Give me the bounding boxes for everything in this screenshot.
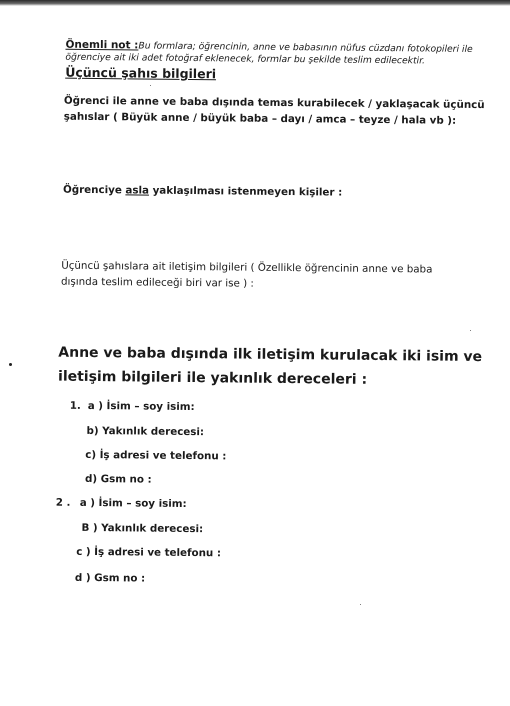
contact-2-number: 2 . [55, 496, 71, 509]
important-note-line-2: öğrenciye ait iki adet fotoğraf eklenecek, formlar bu şekilde teslim edilecektir. [65, 51, 426, 67]
section-title: Üçüncü şahıs bilgileri [65, 64, 217, 82]
contact-2-relation-label: B ) Yakınlık derecesi: [81, 521, 204, 536]
contacts-heading-line-1: Anne ve baba dışında ilk iletişim kurulacak iki isim ve [58, 344, 483, 366]
contact-2-work-label: c ) İş adresi ve telefonu : [76, 545, 222, 560]
contact-1-gsm-label: d) Gsm no : [84, 472, 152, 486]
scan-speck [470, 330, 471, 331]
important-note-text-1: Bu formlara; öğrencinin, anne ve babasının nüfus cüzdanı fotokopileri ile [138, 40, 473, 55]
scan-speck [360, 604, 361, 605]
important-note-label: Önemli not : [65, 38, 139, 52]
contact-1-number: 1. [69, 399, 81, 412]
contact-1-name-label: a ) İsim – soy isim: [87, 399, 195, 414]
third-party-question-line-2: şahıslar ( Büyük anne / büyük baba – dayı / amca – teyze / hala vb ): [63, 110, 457, 127]
contact-1-work-label: c) İş adresi ve telefonu : [85, 448, 227, 463]
contact-2-name-label: a ) İsim – soy isim: [79, 496, 187, 510]
restricted-prefix: Öğrenciye [62, 183, 126, 197]
restricted-emphasis: asla [125, 184, 150, 197]
contact-2-gsm-label: d ) Gsm no : [74, 571, 146, 585]
restricted-suffix: yaklaşılması istenmeyen kişiler : [148, 184, 343, 199]
contact-info-question-line-1: Üçüncü şahıslara ait iletişim bilgileri ( Özellikle öğrencinin anne ve baba [61, 259, 433, 276]
third-party-question-line-1: Öğrenci ile anne ve baba dışında temas kurabilecek / yaklaşacak üçüncü [63, 94, 485, 112]
contacts-heading-line-2: iletişim bilgileri ile yakınlık dereceleri : [57, 368, 368, 388]
restricted-persons-question [63, 184, 342, 199]
scan-speck [9, 363, 12, 366]
scan-speck [150, 85, 151, 86]
contact-info-question-line-2: dışında teslim edileceği biri var ise ) : [60, 275, 254, 290]
contact-1-relation-label: b) Yakınlık derecesi: [86, 424, 205, 439]
